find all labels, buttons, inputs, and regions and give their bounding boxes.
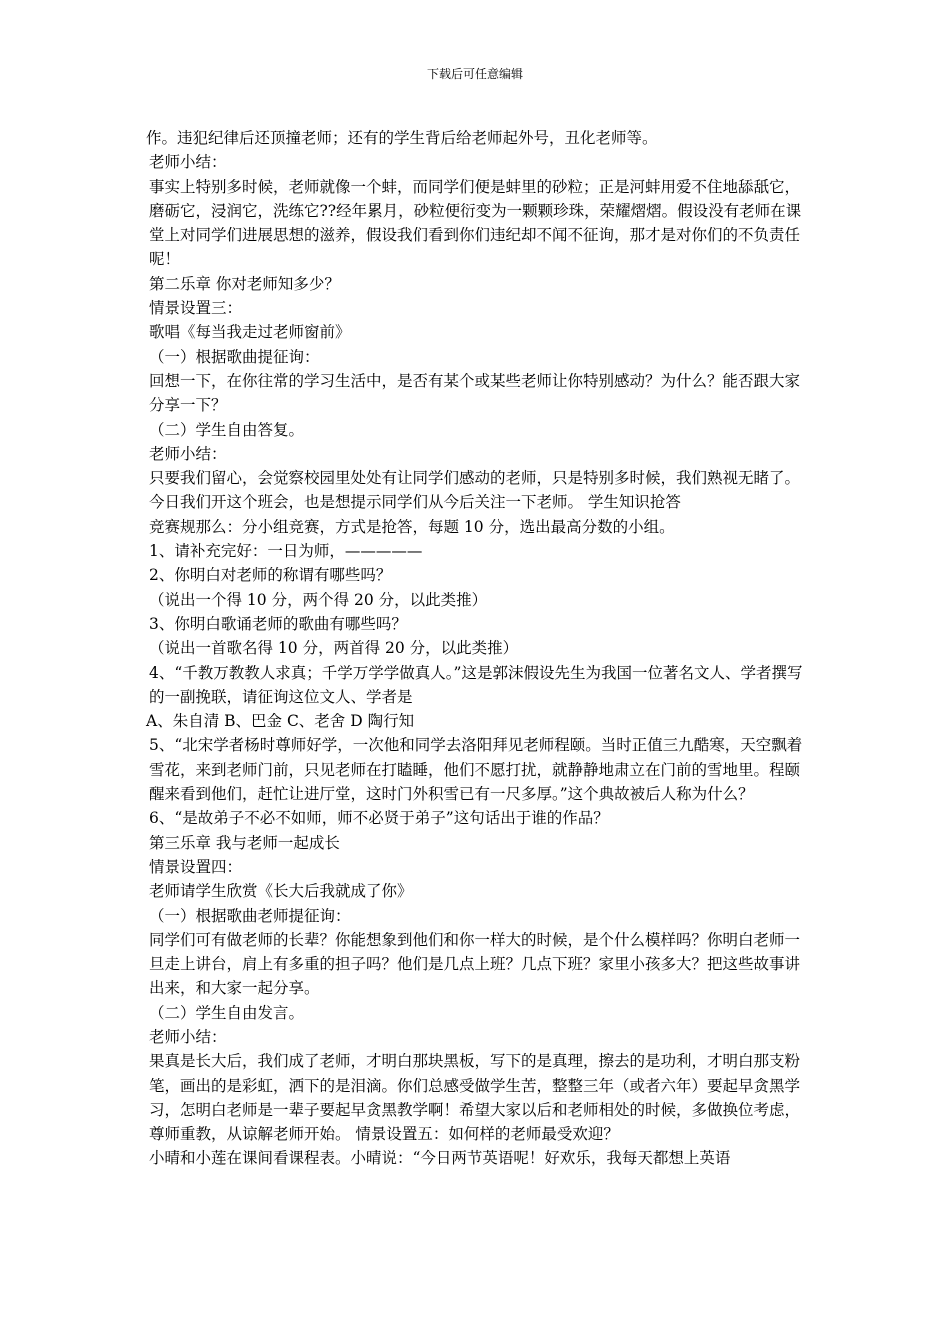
page-header: 下载后可任意编辑	[426, 67, 523, 81]
question-3-note: （说出一首歌名得 10 分，两首得 20 分，以此类推）	[149, 639, 519, 658]
paragraph-schedule: 小晴和小莲在课间看课程表。小晴说：“今日两节英语呢！好欢乐，我每天都想上英语	[149, 1149, 731, 1168]
paragraph-1: 作。违犯纪律后还顶撞老师；还有的学生背后给老师起外号，丑化老师等。	[146, 129, 658, 147]
question-2-note: （说出一个得 10 分，两个得 20 分，以此类推）	[149, 590, 488, 609]
question-6: 6、“是故弟子不必不如师，师不必贤于弟子”这句话出于谁的作品？	[149, 809, 609, 828]
document-body	[146, 126, 814, 1171]
teacher-summary-label-2: 老师小结：	[149, 444, 227, 463]
subheading-answer-1: （二）学生自由答复。	[149, 420, 305, 439]
paragraph-recall: 回想一下，在你往常的学习生活中，是否有某个或某些老师让你特别感动？为什么？能否跟大家分享一下？	[149, 371, 801, 415]
question-4-options: A、朱自清 B、巴金 C、老舍 D 陶行知	[146, 712, 415, 731]
teacher-summary-label-1: 老师小结：	[149, 153, 227, 172]
section-heading-3: 第三乐章 我与老师一起成长	[149, 833, 340, 852]
paragraph-pearl-metaphor: 事实上特别多时候，老师就像一个蚌，而同学们便是蚌里的砂粒；正是河蚌用爱不住地舔舐它，磨砺它，浸润它，洗练它??经年累月，砂粒便衍变为一颗颗珍珠，荣耀熠熠。假设没有老师在课堂上对同学们进展思想的滋养，假设我们看到你们违纪却不闻不征询，那才是对你们的不负责任呢！	[149, 177, 802, 269]
contest-rules: 竞赛规那么：分小组竞赛，方式是抢答，每题 10 分，选出最高分数的小组。	[149, 517, 675, 536]
question-1: 1、请补充完好：一日为师，—————	[149, 542, 423, 561]
subheading-question-2: （一）根据歌曲老师提征询：	[149, 906, 351, 925]
scene-heading-3: 情景设置三：	[149, 299, 243, 318]
subheading-speech: （二）学生自由发言。	[149, 1003, 305, 1022]
subheading-question-1: （一）根据歌曲提征询：	[149, 347, 320, 366]
song-title-2: 老师请学生欣赏《长大后我就成了你》	[149, 882, 413, 901]
question-3: 3、你明白歌诵老师的歌曲有哪些吗？	[149, 614, 407, 633]
teacher-summary-label-3: 老师小结：	[149, 1027, 227, 1046]
section-heading-2: 第二乐章 你对老师知多少？	[149, 274, 340, 293]
song-title-1: 歌唱《每当我走过老师窗前》	[149, 323, 351, 342]
scene-heading-4: 情景设置四：	[149, 857, 243, 876]
paragraph-attention: 只要我们留心，会觉察校园里处处有让同学们感动的老师，只是特别多时候，我们熟视无睹了。今日我们开这个班会，也是想提示同学们从今后关注一下老师。 学生知识抢答	[149, 469, 801, 512]
question-2: 2、你明白对老师的称谓有哪些吗？	[149, 566, 392, 585]
paragraph-grown-up: 果真是长大后，我们成了老师，才明白那块黑板，写下的是真理，擦去的是功利，才明白那支粉笔，画出的是彩虹，洒下的是泪滴。你们总感受做学生苦，整整三年（或者六年）要起早贪黑学习，怎明白老师是一辈子要起早贪黑教学啊！希望大家以后和老师相处的时候，多做换位考虑，尊师重教，从谅解老师开始。 情景设置五：如何样的老师最受欢迎？	[149, 1052, 801, 1144]
paragraph-elders: 同学们可有做老师的长辈？你能想象到他们和你一样大的时候，是个什么模样吗？你明白老师一旦走上讲台，肩上有多重的担子吗？他们是几点上班？几点下班？家里小孩多大？把这些故事讲出来，和大家一起分享。	[149, 930, 801, 998]
question-4: 4、“千教万教教人求真；千学万学学做真人。”这是郭沫假设先生为我国一位著名文人、学者撰写的一副挽联，请征询这位文人、学者是	[149, 663, 803, 706]
question-5: 5、“北宋学者杨时尊师好学，一次他和同学去洛阳拜见老师程颐。当时正值三九酷寒，天空飘着雪花，来到老师门前，只见老师在打瞌睡，他们不愿打扰，就静静地肃立在门前的雪地里。程颐醒来看到他们，赶忙让进厅堂，这时门外积雪已有一尺多厚。”这个典故被后人称为什么？	[149, 736, 803, 804]
